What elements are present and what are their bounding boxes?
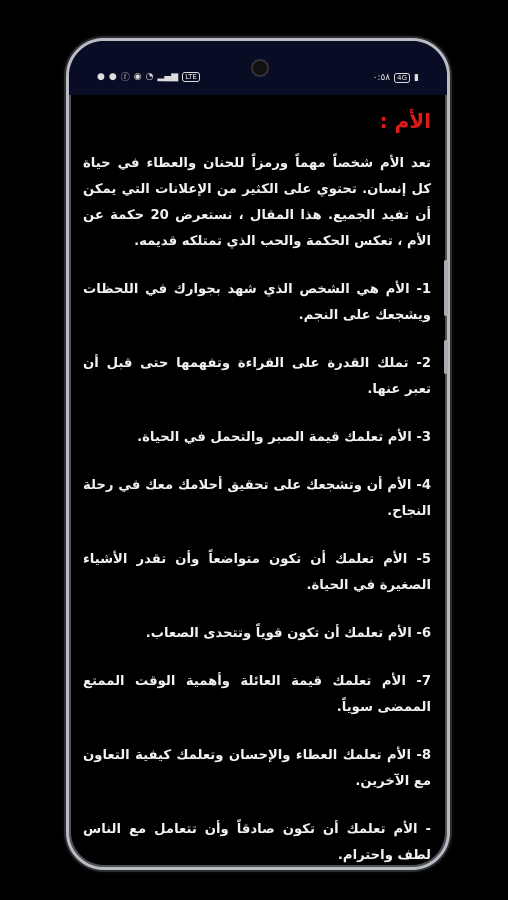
phone-frame	[66, 38, 450, 870]
battery-icon: ▮	[414, 73, 419, 83]
volume-button	[444, 260, 448, 316]
article-intro: تعد الأم شخصاً مهماً ورمزاً للحنان والعطاء في حياة كل إنسان. تحتوي على الكثير من الإعلانات التي يمكن أن تفيد الجميع. هذا المقال ، نستعرض 20 حكمة عن الأم ، تعكس الحكمة والحب الذي تمتلكه قديمه.	[83, 156, 431, 249]
list-item: 2- تملك القدرة على القراءة وتفهمها حتى قبل أن تعبر عنها.	[83, 356, 431, 397]
list-item: 6- الأم تعلمك أن تكون قوياً وتتحدى الصعاب.	[145, 626, 431, 641]
wifi-icon: ◔	[145, 71, 154, 82]
message-icon: ●	[108, 71, 117, 82]
signal-icon: ▂▄▆	[157, 71, 179, 82]
list-item: 7- الأم تعلمك قيمة العائلة وأهمية الوقت الممتع الممضى سوياً.	[83, 674, 431, 715]
list-item: 1- الأم هي الشخص الذي شهد بجوارك في اللحظات ويشجعك على النجم.	[83, 282, 431, 323]
list-item: 8- الأم تعلمك العطاء والإحسان وتعلمك كيفية التعاون مع الآخرين.	[83, 748, 431, 789]
status-icons-right	[97, 70, 200, 83]
list-item: 4- الأم أن وتشجعك على تحقيق أحلامك معك في رحلة النجاح.	[83, 478, 431, 519]
network-type-badge: 4G	[394, 73, 410, 83]
list-item: 3- الأم تعلمك قيمة الصبر والتحمل في الحياة.	[137, 430, 431, 445]
status-time: ٠:٥٨	[372, 73, 391, 83]
status-icons-left	[373, 73, 419, 83]
network-badge: LTE	[182, 72, 200, 82]
list-item: 5- الأم تعلمك أن تكون متواضعاً وأن تقدر الأشياء الصغيرة في الحياة.	[83, 552, 431, 593]
article-content[interactable]	[69, 95, 447, 867]
power-button	[444, 340, 448, 374]
list-item: - الأم تعلمك أن تكون صادقاً وأن تتعامل مع الناس لطف واحترام.	[83, 822, 431, 863]
article-title: الأم :	[379, 109, 431, 133]
facebook-icon: ⓕ	[120, 73, 130, 83]
chat-icon: ◉	[133, 71, 142, 82]
front-camera	[251, 59, 269, 77]
message-icon: ●	[97, 71, 105, 82]
